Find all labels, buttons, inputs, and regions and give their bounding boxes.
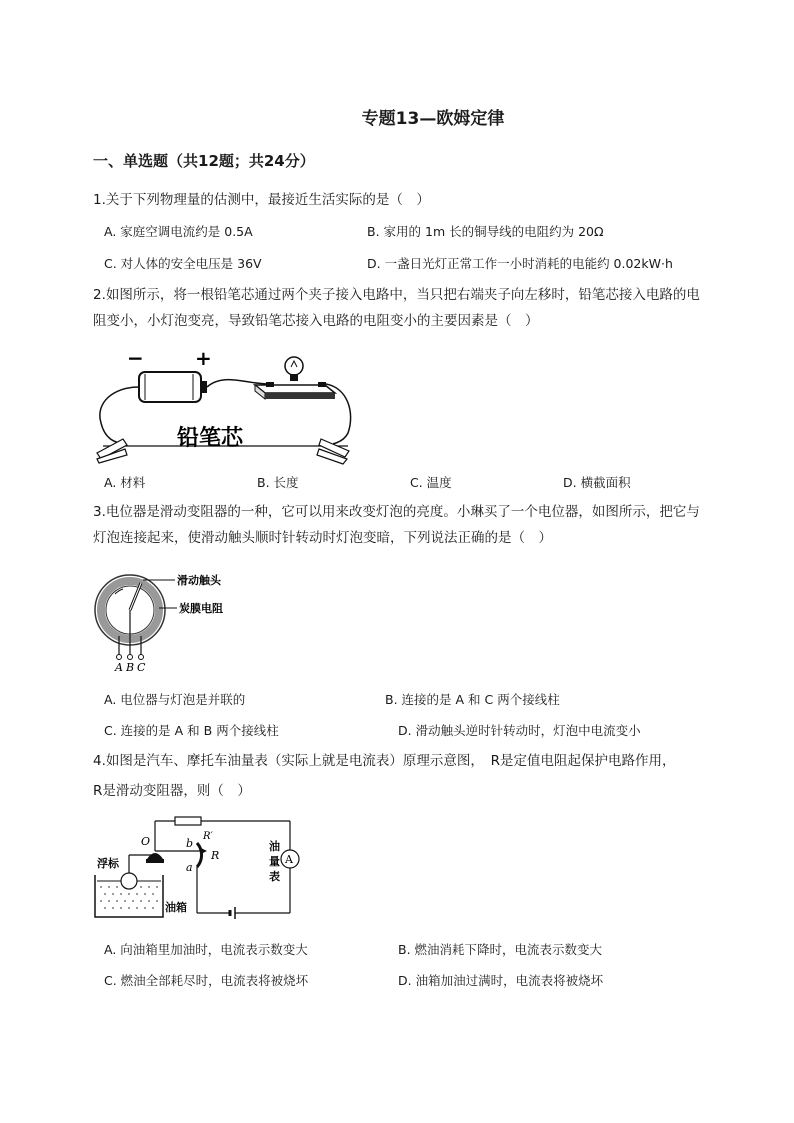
float-label: 浮标 <box>97 857 119 870</box>
q3-option-c[interactable]: C. 连接的是 A 和 B 两个接线柱 <box>104 723 279 738</box>
gauge-label-1: 油 <box>269 840 280 853</box>
question-4-stem-line1: 4.如图是汽车、摩托车油量表（实际上就是电流表）原理示意图， R是定值电阻起保护电路作用， <box>93 753 676 769</box>
q3-option-a[interactable]: A. 电位器与灯泡是并联的 <box>104 692 246 707</box>
pencil-lead-label: 铅笔芯 <box>177 425 244 451</box>
plus-sign: + <box>195 346 212 370</box>
q1-option-d[interactable]: D. 一盏日光灯正常工作一小时消耗的电能约 0.02kW·h <box>367 256 673 271</box>
gauge-label-3: 表 <box>269 870 280 883</box>
pencil-lead-circuit-figure <box>93 343 358 465</box>
terminal-b-label: B <box>126 661 135 674</box>
question-1-stem: 1.关于下列物理量的估测中，最接近生活实际的是（ ） <box>93 192 430 208</box>
potentiometer-figure <box>93 568 263 674</box>
q4-option-a[interactable]: A. 向油箱里加油时，电流表示数变大 <box>104 942 308 957</box>
question-3-stem: 3.电位器是滑动变阻器的一种，它可以用来改变灯泡的亮度。小琳买了一个电位器，如图所示，把它与灯泡连接起来，使滑动触头顺时针转动时灯泡变暗，下列说法正确的是（ ） <box>93 504 700 546</box>
terminal-a-label: A <box>115 661 123 674</box>
terminal-c-label: C <box>137 661 146 674</box>
q4-option-d[interactable]: D. 油箱加油过满时，电流表将被烧坏 <box>398 973 604 988</box>
carbon-film-label: 炭膜电阻 <box>179 602 223 615</box>
question-2-stem: 2.如图所示，将一根铅笔芯通过两个夹子接入电路中，当只把右端夹子向左移时，铅笔芯接入电路的电阻变小，小灯泡变亮，导致铅笔芯接入电路的电阻变小的主要因素是（ ） <box>93 287 700 329</box>
q4-option-c[interactable]: C. 燃油全部耗尽时，电流表将被烧坏 <box>104 973 309 988</box>
q2-option-d[interactable]: D. 横截面积 <box>563 475 631 490</box>
q1-option-b[interactable]: B. 家用的 1m 长的铜导线的电阻约为 20Ω <box>367 224 604 239</box>
q2-option-a[interactable]: A. 材料 <box>104 475 146 490</box>
ammeter-label: A <box>285 853 293 866</box>
tank-label: 油箱 <box>165 901 187 914</box>
fuel-gauge-circuit-figure <box>93 815 303 923</box>
q2-option-b[interactable]: B. 长度 <box>257 475 299 490</box>
point-b-label: b <box>186 837 194 850</box>
q1-option-c[interactable]: C. 对人体的安全电压是 36V <box>104 256 262 271</box>
q3-option-b[interactable]: B. 连接的是 A 和 C 两个接线柱 <box>385 692 560 707</box>
q3-option-d[interactable]: D. 滑动触头逆时针转动时，灯泡中电流变小 <box>398 723 641 738</box>
section-heading: 一、单选题（共12题；共24分） <box>93 152 315 170</box>
gauge-label-2: 量 <box>269 855 280 868</box>
minus-sign: − <box>127 346 144 370</box>
question-4-stem-line2: R是滑动变阻器，则（ ） <box>93 783 251 799</box>
rheostat-r-label: R <box>211 849 220 862</box>
point-a-label: a <box>186 861 193 874</box>
page-title: 专题13—欧姆定律 <box>361 109 505 129</box>
q4-option-b[interactable]: B. 燃油消耗下降时，电流表示数变大 <box>398 942 603 957</box>
q1-option-a[interactable]: A. 家庭空调电流约是 0.5A <box>104 224 253 239</box>
resistor-r-prime-label: R′ <box>203 831 213 842</box>
q2-option-c[interactable]: C. 温度 <box>410 475 452 490</box>
pivot-o-label: O <box>141 835 151 848</box>
slider-contact-label: 滑动触头 <box>177 574 221 587</box>
